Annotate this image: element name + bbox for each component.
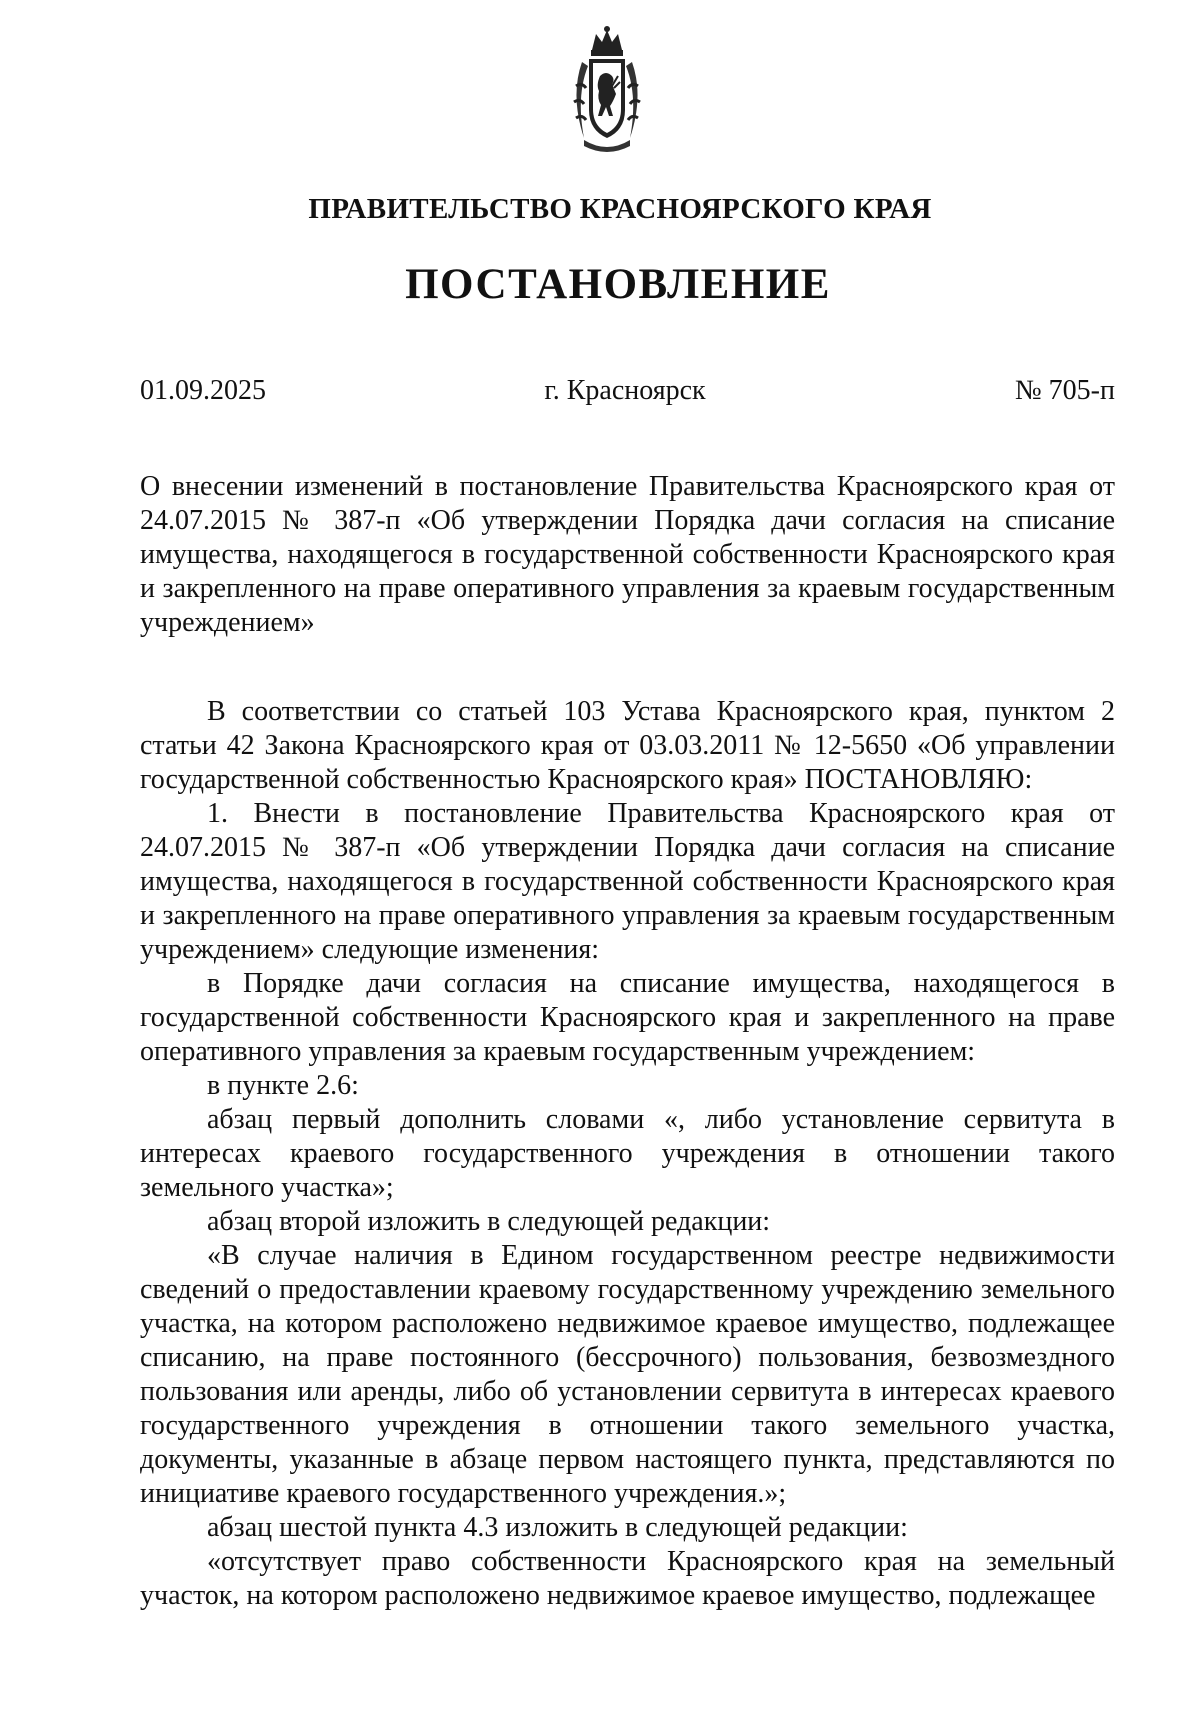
document-city: г. Красноярск xyxy=(544,375,706,406)
document-body xyxy=(140,695,1115,1613)
body-paragraph: «отсутствует право собственности Красноярского края на земельный участок, на котором расположено недвижимое краевое имущество, подлежащее xyxy=(140,1546,1115,1611)
document-subject xyxy=(140,470,1115,640)
body-paragraph: «В случае наличия в Едином государственном реестре недвижимости сведений о предоставлении краевому государственному учреждению земельного участка, на котором расположено недвижимое краевое имущество, подлежащее списанию, на праве постоянного (бессрочного) пользования, безвозмездного пользования или аренды, либо об установлении сервитута в интересах краевого государственного учреждения в отношении такого земельного участка, документы, указанные в абзаце первом настоящего пункта, представляются по инициативе краевого государственного учреждения.»; xyxy=(140,1240,1115,1509)
body-paragraph: в пункте 2.6: xyxy=(207,1070,359,1101)
subject-text: О внесении изменений в постановление Правительства Красноярского края от 24.07.2015 № 387-п «Об утверждении Порядка дачи согласия на списание имущества, находящегося в государственной собственности Красноярского края и закрепленного на праве оперативного управления за краевым государственным учреждением» xyxy=(140,471,1115,638)
document-number: № 705-п xyxy=(1014,375,1115,406)
document-date: 01.09.2025 xyxy=(140,375,266,406)
document-type: ПОСТАНОВЛЕНИЕ xyxy=(405,261,831,308)
body-paragraph: абзац первый дополнить словами «, либо установление сервитута в интересах краевого государственного учреждения в отношении такого земельного участка»; xyxy=(140,1104,1115,1203)
body-paragraph: абзац шестой пункта 4.3 изложить в следующей редакции: xyxy=(207,1512,908,1543)
body-paragraph: абзац второй изложить в следующей редакции: xyxy=(207,1206,771,1237)
body-paragraph: в Порядке дачи согласия на списание имущества, находящегося в государственной собственности Красноярского края и закрепленного на праве оперативного управления за краевым государственным учреждением: xyxy=(140,968,1115,1067)
government-title: ПРАВИТЕЛЬСТВО КРАСНОЯРСКОГО КРАЯ xyxy=(308,193,932,225)
body-paragraph: В соответствии со статьей 103 Устава Красноярского края, пунктом 2 статьи 42 Закона Красноярского края от 03.03.2011 № 12-5650 «Об управлении государственной собственностью Красноярского края» ПОСТАНОВЛЯЮ: xyxy=(140,696,1115,795)
body-paragraph: 1. Внести в постановление Правительства Красноярского края от 24.07.2015 № 387-п «Об утверждении Порядка дачи согласия на списание имущества, находящегося в государственной собственности Красноярского края и закрепленного на праве оперативного управления за краевым государственным учреждением» следующие изменения: xyxy=(140,798,1115,965)
coat-of-arms-icon xyxy=(566,26,648,158)
